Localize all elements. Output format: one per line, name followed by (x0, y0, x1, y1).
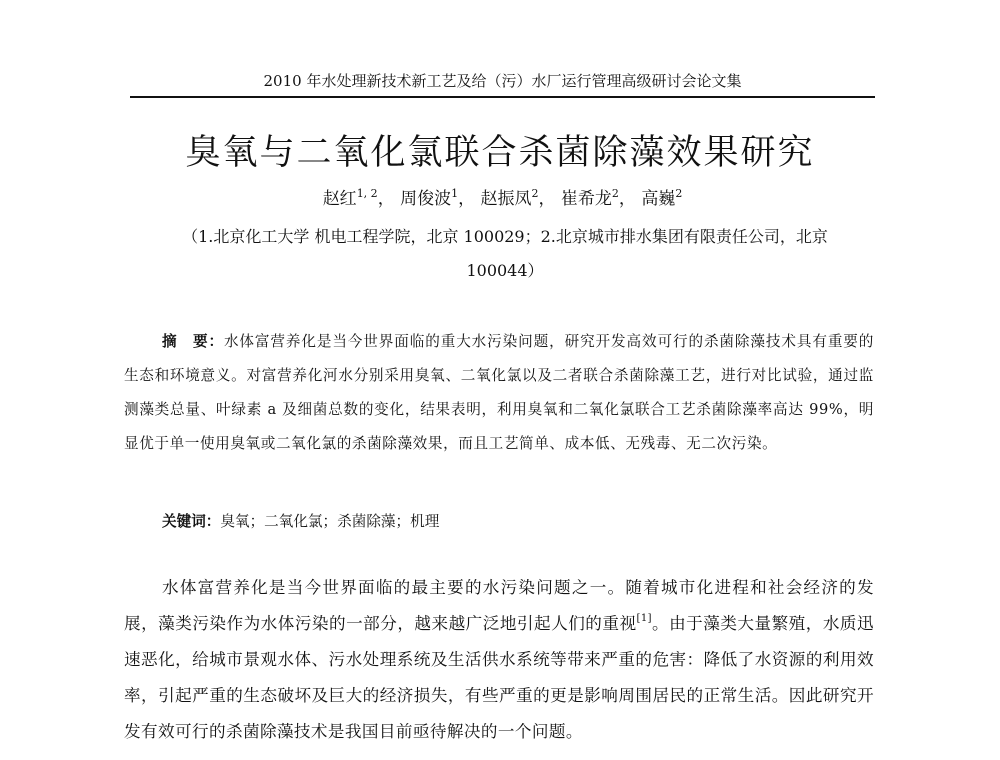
body-paragraph: 水体富营养化是当今世界面临的最主要的水污染问题之一。随着城市化进程和社会经济的发展，藻类污染作为水体污染的一部分，越来越广泛地引起人们的重视[1]。由于藻类大量繁殖，水质迅速恶化，给城市景观水体、污水处理系统及生活供水系统等带来严重的危害：降低了水资源的利用效率，引起严重的生态破坏及巨大的经济损失，有些严重的更是影响周围居民的正常生活。因此研究开发有效可行的杀菌除藻技术是我国目前亟待解决的一个问题。 (124, 578, 875, 741)
author: 周俊波$^1$， (400, 187, 476, 209)
paper-title: 臭氧与二氧化氯联合杀菌除藻效果研究 (185, 133, 815, 173)
keywords-label: 关键词： (162, 513, 221, 530)
author: 崔希龙$^2$， (560, 187, 636, 209)
keywords-text: 臭氧；二氧化氯；杀菌除藻；机理 (220, 513, 440, 530)
author: 赵红$^{1, 2}$， (322, 187, 395, 209)
header-rule (130, 96, 875, 98)
author-list (130, 184, 875, 209)
affiliation: （1.北京化工大学 机电工程学院，北京 100029；2.北京城市排水集团有限责任公司，北京 100044） (182, 227, 828, 280)
keywords (162, 510, 872, 534)
abstract-text: 水体富营养化是当今世界面临的重大水污染问题，研究开发高效可行的杀菌除藻技术具有重要的生态和环境意义。对富营养化河水分别采用臭氧、二氧化氯以及二者联合杀菌除藻工艺，进行对比试验，通过监测藻类总量、叶绿素 a 及细菌总数的变化，结果表明，利用臭氧和二氧化氯联合工艺杀菌除藻率高达 99%，明显优于单一使用臭氧或二氧化氯的杀菌除藻效果，而且工艺简单、成本低、无残毒、无二次污染。 (124, 333, 874, 452)
abstract (124, 325, 874, 461)
author: 赵振凤$^2$， (480, 187, 556, 209)
citation-ref: [1] (636, 613, 652, 624)
author: 高巍$^2$ (641, 187, 683, 209)
running-header: 2010 年水处理新技术新工艺及给（污）水厂运行管理高级研讨会论文集 (263, 72, 742, 90)
abstract-label: 摘 要： (162, 333, 224, 350)
